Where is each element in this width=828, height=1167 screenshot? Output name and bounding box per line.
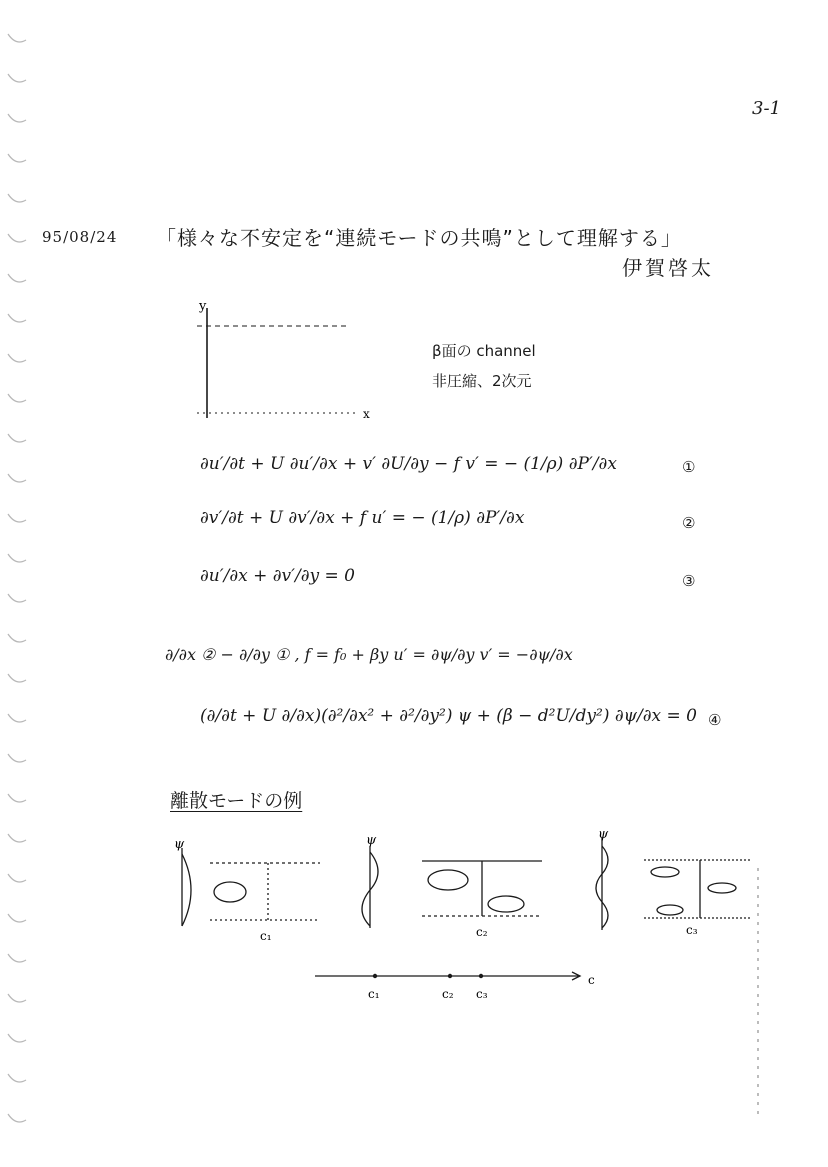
setup-note-incompressible: 非圧縮、2次元 [432, 372, 532, 390]
page-number: 3-1 [752, 98, 781, 119]
equation-3: ∂u′/∂x + ∂v′/∂y = 0 [200, 566, 356, 586]
section-title: 離散モードの例 [170, 790, 303, 812]
derivation-line: ∂/∂x ② − ∂/∂y ① , f = f₀ + βy u′ = ∂ψ/∂y v′ = −∂ψ/∂x [165, 645, 573, 664]
mode2-psi-label: ψ [366, 833, 377, 848]
c-axis-tick-c1: c₁ [368, 987, 380, 1001]
date: 95/08/24 [42, 228, 118, 246]
c-axis-tick-c2: c₂ [442, 987, 454, 1001]
equation-1-number: ① [682, 458, 696, 476]
setup-note-beta-channel: β面の channel [432, 342, 536, 360]
mode3-vortex-c [657, 905, 683, 915]
c-axis-tick-c3: c₃ [476, 987, 488, 1001]
mode3-vortex-a [651, 867, 679, 877]
mode1-psi-label: ψ [174, 837, 185, 852]
mode1-profile [182, 854, 191, 926]
binding-holes [0, 0, 40, 1167]
discrete-modes-figure [160, 828, 760, 1128]
mode2-vortex-b [488, 896, 524, 912]
equation-1: ∂u′/∂t + U ∂u′/∂x + v′ ∂U/∂y − f v′ = − (1/ρ) ∂P′/∂x [200, 454, 617, 474]
mode1-label: c₁ [260, 929, 272, 943]
mode1-vortex [214, 882, 246, 902]
note-title: 「様々な不安定を“連続モードの共鳴”として理解する」 [156, 226, 682, 250]
mode3-psi-label: ψ [598, 828, 609, 842]
equation-4-number: ④ [708, 711, 722, 729]
c-axis-label: c [588, 973, 595, 987]
mode2-vortex-a [428, 870, 468, 890]
author-name: 伊賀啓太 [622, 256, 714, 280]
mode3-label: c₃ [686, 923, 698, 937]
x-axis-label: x [363, 407, 370, 421]
mode2-label: c₂ [476, 925, 488, 939]
channel-diagram [185, 298, 385, 428]
equation-2-number: ② [682, 514, 696, 532]
equation-3-number: ③ [682, 572, 696, 590]
equation-2: ∂v′/∂t + U ∂v′/∂x + f u′ = − (1/ρ) ∂P′/∂x [200, 508, 525, 528]
equation-4: (∂/∂t + U ∂/∂x)(∂²/∂x² + ∂²/∂y²) ψ + (β − d²U/dy²) ∂ψ/∂x = 0 [200, 706, 697, 726]
y-axis-label: y [199, 299, 207, 314]
mode3-vortex-b [708, 883, 736, 893]
